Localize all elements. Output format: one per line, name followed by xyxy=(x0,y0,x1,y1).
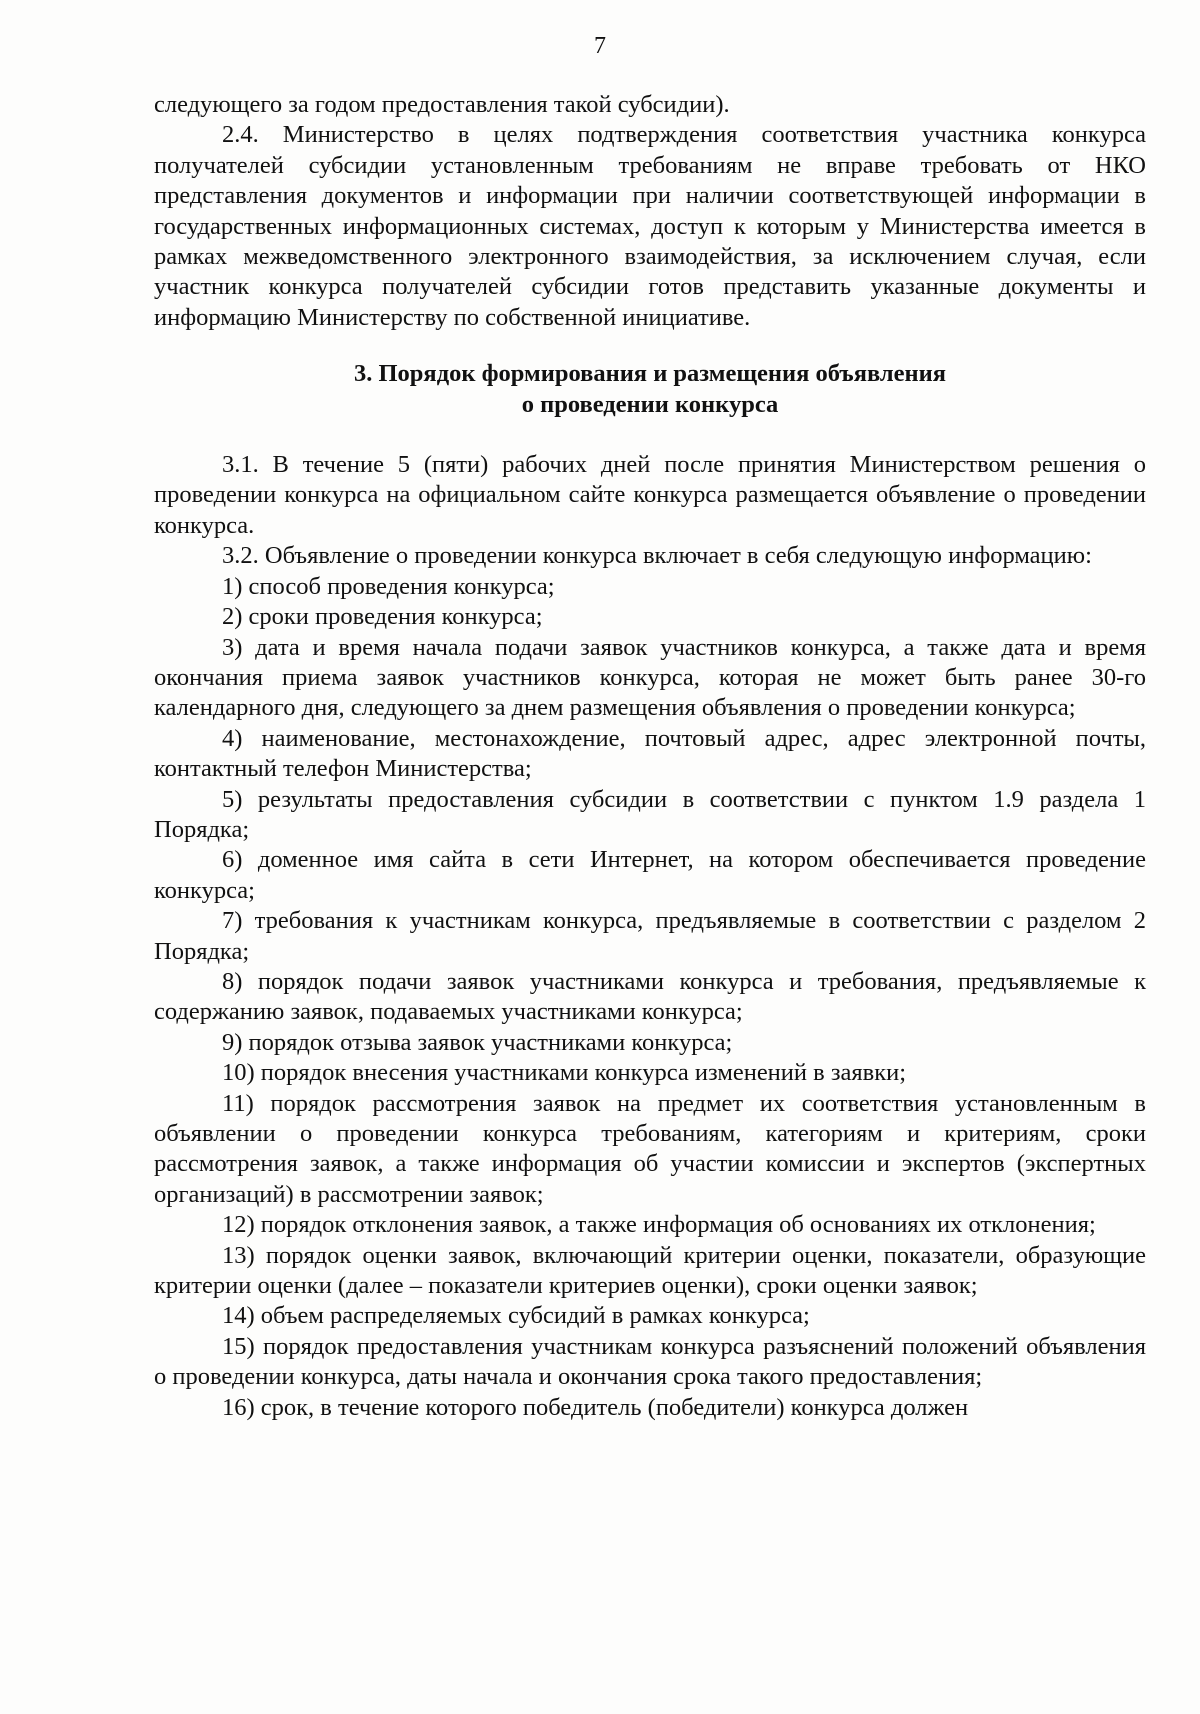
list-item: 13) порядок оценки заявок, включающий критерии оценки, показатели, образующие критерии оценки (далее – показатели критериев оценки), сроки оценки заявок; xyxy=(154,1241,1146,1300)
list-item: 4) наименование, местонахождение, почтовый адрес, адрес электронной почты, контактный телефон Министерства; xyxy=(154,724,1146,783)
list-item: 14) объем распределяемых субсидий в рамках конкурса; xyxy=(222,1302,810,1330)
page-content xyxy=(154,90,1146,1423)
list-item: 15) порядок предоставления участникам конкурса разъяснений положений объявления о проведении конкурса, даты начала и окончания срока такого предоставления; xyxy=(154,1332,1146,1391)
announcement-items-list xyxy=(154,572,1146,1423)
paragraph-3-2: 3.2. Объявление о проведении конкурса включает в себя следующую информацию: xyxy=(222,542,1092,570)
section-3-heading-line-1: 3. Порядок формирования и размещения объявления xyxy=(354,360,946,388)
page-number: 7 xyxy=(594,33,606,59)
list-item: 10) порядок внесения участниками конкурса изменений в заявки; xyxy=(222,1059,907,1087)
list-item: 7) требования к участникам конкурса, предъявляемые в соответствии с разделом 2 Порядка; xyxy=(154,907,1146,965)
list-item: 12) порядок отклонения заявок, а также информация об основаниях их отклонения; xyxy=(222,1211,1096,1239)
list-item: 3) дата и время начала подачи заявок участников конкурса, а также дата и время окончания приема заявок участников конкурса, которая не может быть ранее 30-го календарного дня, следующего за днем размещения объявления о проведении конкурса; xyxy=(154,633,1146,722)
list-item: 1) способ проведения конкурса; xyxy=(222,572,555,600)
list-item: 5) результаты предоставления субсидии в соответствии с пунктом 1.9 раздела 1 Порядка; xyxy=(154,785,1146,843)
list-item: 11) порядок рассмотрения заявок на предмет их соответствия установленным в объявлении о проведении конкурса требованиям, категориям и критериям, сроки рассмотрения заявок, а также информация об участии комиссии и экспертов (экспертных организаций) в рассмотрении заявок; xyxy=(154,1089,1146,1208)
paragraph-3-1: 3.1. В течение 5 (пяти) рабочих дней после принятия Министерством решения о проведении конкурса на официальном сайте конкурса размещается объявление о проведении конкурса. xyxy=(154,451,1146,539)
list-item: 2) сроки проведения конкурса; xyxy=(222,603,543,631)
carryover-paragraph: следующего за годом предоставления такой субсидии). xyxy=(154,91,730,118)
paragraph-2-4: 2.4. Министерство в целях подтверждения соответствия участника конкурса получателей субсидии установленным требованиям не вправе требовать от НКО представления документов и информации при наличии соответствующей информации в государственных информационных системах, доступ к которым у Министерства имеется в рамках межведомственного электронного взаимодействия, за исключением случая, если участник конкурса получателей субсидии готов представить указанные документы и информацию Министерству по собственной инициативе. xyxy=(154,121,1146,331)
section-3-heading-line-2: о проведении конкурса xyxy=(521,390,779,418)
list-item: 6) доменное имя сайта в сети Интернет, на котором обеспечивается проведение конкурса; xyxy=(154,846,1146,904)
list-item: 9) порядок отзыва заявок участниками конкурса; xyxy=(222,1028,733,1056)
list-item: 8) порядок подачи заявок участниками конкурса и требования, предъявляемые к содержанию заявок, подаваемых участниками конкурса; xyxy=(154,967,1146,1026)
list-item: 16) срок, в течение которого победитель (победители) конкурса должен xyxy=(222,1393,969,1421)
section-3-heading xyxy=(154,359,1146,420)
